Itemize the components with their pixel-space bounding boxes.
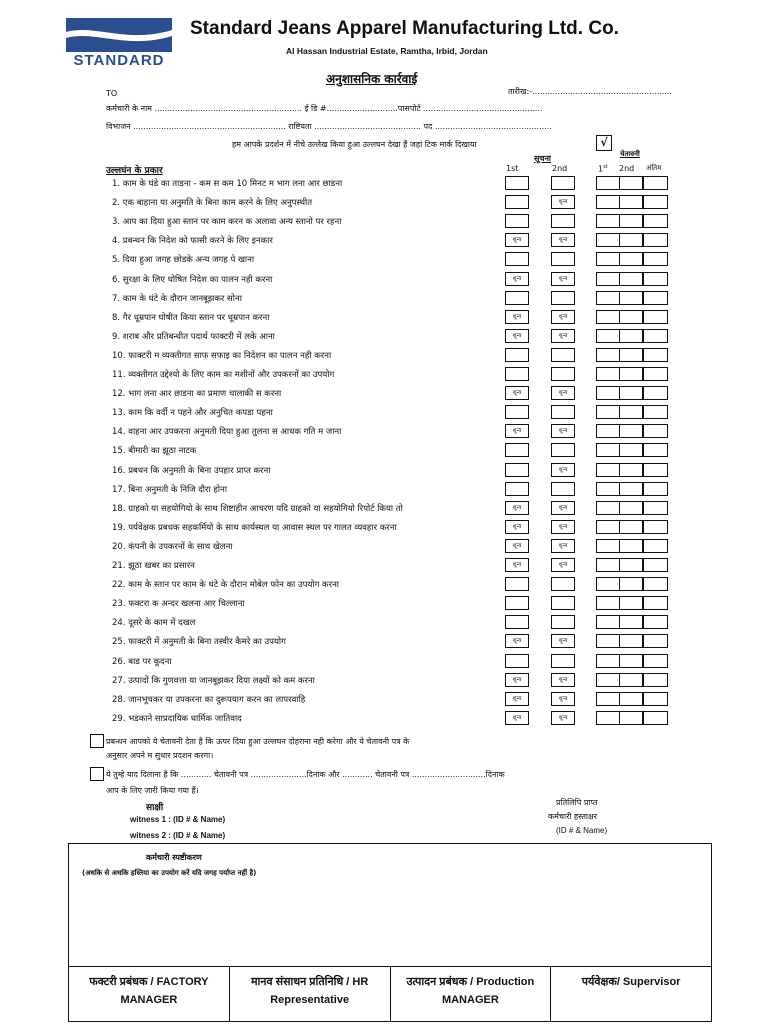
notice-2nd-box[interactable]: शून्य — [551, 424, 575, 438]
warning-final-box[interactable] — [643, 386, 668, 400]
notice-2nd-box[interactable]: शून्य — [551, 634, 575, 648]
warning-1st-box[interactable] — [596, 634, 620, 648]
warning-final-box[interactable] — [643, 214, 668, 228]
violation-item: 22. काम के स्तान पर काम के धंटे के दौरान मोबेल फोन का उपयोग करना — [112, 580, 339, 590]
statement-2-line-1: ये तुम्हे याद दिलाना है कि ............ चेतावनी पत्र ......................दिनाक और ............ चेतावनी पत्र .............................दिनाक — [106, 770, 505, 779]
warning-final-box[interactable] — [643, 520, 668, 534]
warning-2nd-box[interactable] — [619, 252, 643, 266]
violation-item: 24. दूसरे के काम में दखल — [112, 618, 196, 628]
notice-1st-box[interactable]: शून्य — [505, 329, 529, 343]
warning-final-box[interactable] — [643, 252, 668, 266]
warning-final-box[interactable] — [643, 272, 668, 286]
warning-1st-box[interactable] — [596, 501, 620, 515]
notice-1st-box[interactable]: शून्य — [505, 424, 529, 438]
signature-footer — [68, 966, 712, 1022]
violation-item: 8. गैर धूम्रपान घोषीत किया स्तान पर धूम्रपान करना — [112, 313, 270, 323]
violation-item: 26. बाड पर कूदना — [112, 657, 172, 667]
violation-type-header: उल्लघंन के प्रकार — [106, 166, 163, 176]
notice-first-header: 1st — [506, 164, 519, 173]
warning-2nd-box[interactable] — [619, 405, 643, 419]
warning-2nd-box[interactable] — [619, 310, 643, 324]
warning-final-box[interactable] — [643, 195, 668, 209]
witness-2-field[interactable]: witness 2 : (ID # & Name) — [130, 831, 226, 840]
intro-text: हम आपके प्रदर्शन में नीचे उल्लेख किया हुआ उल्लघन देखा हैं जहां टिक मार्क दिखाया — [232, 140, 477, 149]
violation-item: 6. सुरक्षा के लिए धोषित निदेश का पालन नही करना — [112, 275, 273, 285]
notice-1st-box[interactable]: शून्य — [505, 272, 529, 286]
explanation-title: कर्मचारी स्पष्टीकरण — [146, 853, 202, 862]
warning-final-box[interactable] — [643, 501, 668, 515]
notice-1st-box[interactable] — [505, 214, 529, 228]
violation-item: 15. बीमारी का झूठा नाटक — [112, 446, 197, 456]
notice-2nd-box[interactable]: शून्य — [551, 520, 575, 534]
notice-2nd-box[interactable] — [551, 252, 575, 266]
notice-1st-box[interactable]: शून्य — [505, 233, 529, 247]
notice-1st-box[interactable]: शून्य — [505, 539, 529, 553]
notice-2nd-box[interactable] — [551, 214, 575, 228]
warning-final-box[interactable] — [643, 692, 668, 706]
notice-1st-box[interactable]: शून्य — [505, 386, 529, 400]
notice-1st-box[interactable]: शून्य — [505, 501, 529, 515]
notice-1st-box[interactable]: शून्य — [505, 692, 529, 706]
warning-1st-box[interactable] — [596, 176, 620, 190]
warning-final-box[interactable] — [643, 577, 668, 591]
notice-1st-box[interactable] — [505, 348, 529, 362]
notice-2nd-box[interactable] — [551, 443, 575, 457]
warning-2nd-box[interactable] — [619, 558, 643, 572]
warning-1st-box[interactable] — [596, 482, 620, 496]
violation-item: 16. प्रबधन कि अनुमती के बिना उपहार प्राप्त करना — [112, 466, 271, 476]
violation-item: 1. काम के घंडे का ताडना - कम स कम 10 मिनट म भाग लना आर छाडना — [112, 179, 343, 189]
witness-1-field[interactable]: witness 1 : (ID # & Name) — [130, 815, 226, 824]
warning-1st-box[interactable] — [596, 596, 620, 610]
warning-final-box[interactable] — [643, 424, 668, 438]
warning-1st-box[interactable] — [596, 463, 620, 477]
violation-item: 23. फक्टरा क अन्दर खलना आर चिल्लाना — [112, 599, 245, 609]
notice-1st-box[interactable] — [505, 367, 529, 381]
statement-1-line-1: प्रबन्धन आपको ये चेतावनी देता है कि ऊपर दिया हुआ उल्लघन दोहराना नही करेगा और ये चेतावनी पत्र के — [106, 737, 410, 746]
warning-1st-box[interactable] — [596, 520, 620, 534]
notice-1st-box[interactable] — [505, 195, 529, 209]
warning-2nd-box[interactable] — [619, 634, 643, 648]
warning-2nd-box[interactable] — [619, 596, 643, 610]
warning-1st-box[interactable] — [596, 272, 620, 286]
warning-final-box[interactable] — [643, 634, 668, 648]
notice-1st-box[interactable] — [505, 596, 529, 610]
warning-2nd-box[interactable] — [619, 176, 643, 190]
warning-2nd-box[interactable] — [619, 577, 643, 591]
warning-final-box[interactable] — [643, 310, 668, 324]
warning-2nd-box[interactable] — [619, 501, 643, 515]
notice-2nd-box[interactable]: शून्य — [551, 272, 575, 286]
warning-2nd-box[interactable] — [619, 214, 643, 228]
warning-1st-box[interactable] — [596, 443, 620, 457]
warning-1st-box[interactable] — [596, 214, 620, 228]
notice-2nd-box[interactable]: शून्य — [551, 539, 575, 553]
notice-2nd-box[interactable] — [551, 348, 575, 362]
violation-item: 9. शराब और प्रतिबन्धीत पदार्थ फाक्टरी में लके आना — [112, 332, 275, 342]
notice-2nd-box[interactable] — [551, 615, 575, 629]
warning-second-header: 2nd — [619, 164, 635, 173]
warning-2nd-box[interactable] — [619, 329, 643, 343]
violation-item: 25. फाक्टरी में अनुमती के बिना तस्वीर कैमरे का उपयोग — [112, 637, 286, 647]
warning-1st-box[interactable] — [596, 386, 620, 400]
notice-1st-box[interactable] — [505, 443, 529, 457]
notice-2nd-box[interactable]: शून्य — [551, 386, 575, 400]
violation-item: 13. काम कि वर्दी न पहने और अनुचित कपडा पहना — [112, 408, 273, 418]
notice-1st-box[interactable] — [505, 252, 529, 266]
warning-final-box[interactable] — [643, 539, 668, 553]
company-name: Standard Jeans Apparel Manufacturing Ltd. Co. — [190, 18, 619, 39]
warning-final-box[interactable] — [643, 482, 668, 496]
warning-1st-box[interactable] — [596, 195, 620, 209]
notice-2nd-box[interactable] — [551, 482, 575, 496]
notice-1st-box[interactable] — [505, 176, 529, 190]
witness-title: साक्षी — [146, 803, 164, 813]
statement-2-line-2: आप के लिए जारी किया गया हैं। — [106, 786, 199, 795]
warning-2nd-box[interactable] — [619, 654, 643, 668]
notice-1st-box[interactable]: शून्य — [505, 634, 529, 648]
notice-1st-box[interactable]: शून्य — [505, 711, 529, 725]
warning-final-box[interactable] — [643, 558, 668, 572]
warning-2nd-box[interactable] — [619, 615, 643, 629]
violation-item: 10. फाक्टरी म व्यक्तीगत साफ सफाइ का निदेशन का पालन नही करना — [112, 351, 332, 361]
violation-item: 19. पर्यवेक्षक प्रबधक सहकर्मियो के साथ कार्यस्थल या आवास स्थल पर गालत व्यवहार करना — [112, 523, 397, 533]
factory-manager-signature[interactable]: फक्टरी प्रबंधक / FACTORY MANAGER — [69, 967, 230, 1021]
tick-mark-box[interactable]: √ — [596, 135, 612, 151]
warning-final-header: अंतिम — [646, 164, 662, 172]
notice-2nd-box[interactable]: शून्य — [551, 463, 575, 477]
notice-2nd-box[interactable]: शून्य — [551, 692, 575, 706]
warning-final-box[interactable] — [643, 711, 668, 725]
warning-1st-box[interactable] — [596, 539, 620, 553]
warning-1st-box[interactable] — [596, 405, 620, 419]
warning-final-box[interactable] — [643, 596, 668, 610]
violation-item: 5. दिया हुआ जगह छोडके अन्य जगह पे खाना — [112, 255, 255, 265]
warning-2nd-box[interactable] — [619, 386, 643, 400]
warning-final-box[interactable] — [643, 654, 668, 668]
warning-1st-box[interactable] — [596, 367, 620, 381]
statement-1-checkbox[interactable] — [90, 734, 104, 748]
hr-representative-signature[interactable]: मानव संसाधन प्रतिनिधि / HR Representative — [230, 967, 391, 1021]
warning-2nd-box[interactable] — [619, 692, 643, 706]
employee-details-line[interactable]: कर्मचारी के नाम .......................................................... ई डि #............................पासपोर्ट ............................................... — [106, 104, 543, 113]
warning-final-box[interactable] — [643, 329, 668, 343]
warning-1st-box[interactable] — [596, 348, 620, 362]
to-label: TO — [106, 89, 118, 98]
notice-2nd-box[interactable] — [551, 577, 575, 591]
warning-1st-box[interactable] — [596, 291, 620, 305]
notice-second-header: 2nd — [552, 164, 568, 173]
receipt-line-3: (ID # & Name) — [556, 826, 608, 835]
warning-final-box[interactable] — [643, 176, 668, 190]
violation-item: 2. एक बाहाना या अनुमति के बिना काम करने के लिए अनुपस्थीत — [112, 198, 313, 208]
warning-header: चेतावनी — [620, 150, 640, 158]
explanation-note: (अधकि से अधकि हस्तिया का उपयोग करें यदि जगह पर्याप्त नहीं है) — [82, 869, 257, 877]
notice-2nd-box[interactable]: शून्य — [551, 501, 575, 515]
notice-2nd-box[interactable] — [551, 291, 575, 305]
notice-header: सूचना — [534, 154, 551, 163]
warning-2nd-box[interactable] — [619, 291, 643, 305]
notice-1st-box[interactable] — [505, 482, 529, 496]
warning-1st-box[interactable] — [596, 577, 620, 591]
violation-item: 27. उत्पादों कि गुणवत्ता या जानबूझकर दिया लक्ष्यों को कम करना — [112, 676, 315, 686]
warning-final-box[interactable] — [643, 673, 668, 687]
warning-2nd-box[interactable] — [619, 367, 643, 381]
warning-2nd-box[interactable] — [619, 539, 643, 553]
notice-1st-box[interactable]: शून्य — [505, 310, 529, 324]
warning-2nd-box[interactable] — [619, 673, 643, 687]
warning-2nd-box[interactable] — [619, 482, 643, 496]
warning-final-box[interactable] — [643, 348, 668, 362]
violation-item: 29. भडकाने साप्रदायिक धार्मिक जातिवाद — [112, 714, 242, 724]
warning-1st-box[interactable] — [596, 424, 620, 438]
violation-item: 14. वाहना आर उपकरना अनुमती दिया हुआ तुलना स आधक गति म जाना — [112, 427, 342, 437]
warning-final-box[interactable] — [643, 233, 668, 247]
department-details-line[interactable]: विभाजन ............................................................ राष्टियता .......................................... पद .............................................. — [106, 122, 552, 131]
warning-final-box[interactable] — [643, 615, 668, 629]
notice-2nd-box[interactable] — [551, 405, 575, 419]
notice-2nd-box[interactable] — [551, 596, 575, 610]
warning-2nd-box[interactable] — [619, 424, 643, 438]
warning-2nd-box[interactable] — [619, 711, 643, 725]
warning-1st-box[interactable] — [596, 673, 620, 687]
notice-2nd-box[interactable] — [551, 367, 575, 381]
notice-2nd-box[interactable]: शून्य — [551, 711, 575, 725]
warning-final-box[interactable] — [643, 463, 668, 477]
warning-1st-box[interactable] — [596, 252, 620, 266]
notice-2nd-box[interactable]: शून्य — [551, 558, 575, 572]
company-address: Al Hassan Industrial Estate, Ramtha, Irbid, Jordan — [286, 46, 488, 56]
notice-2nd-box[interactable] — [551, 654, 575, 668]
warning-2nd-box[interactable] — [619, 233, 643, 247]
warning-2nd-box[interactable] — [619, 520, 643, 534]
notice-1st-box[interactable] — [505, 577, 529, 591]
warning-final-box[interactable] — [643, 443, 668, 457]
warning-1st-box[interactable] — [596, 233, 620, 247]
statement-2-checkbox[interactable] — [90, 767, 104, 781]
notice-2nd-box[interactable]: शून्य — [551, 195, 575, 209]
notice-2nd-box[interactable]: शून्य — [551, 673, 575, 687]
logo-wordmark: STANDARD — [73, 52, 165, 69]
warning-1st-box[interactable] — [596, 310, 620, 324]
warning-2nd-box[interactable] — [619, 195, 643, 209]
violation-item: 3. आप का दिया हुआ स्तान पर काम करन क अलावा अन्य स्तानो पर रहना — [112, 217, 342, 227]
violation-item: 28. जानभूचकर या उपकरना का दुरूपयाग करन का लापरवाहि — [112, 695, 306, 705]
warning-2nd-box[interactable] — [619, 463, 643, 477]
notice-2nd-box[interactable]: शून्य — [551, 233, 575, 247]
warning-1st-box[interactable] — [596, 558, 620, 572]
warning-1st-box[interactable] — [596, 654, 620, 668]
notice-2nd-box[interactable]: शून्य — [551, 329, 575, 343]
violation-item: 17. बिना अनुमती के निजि दौरा होना — [112, 485, 228, 495]
violation-item: 20. कंपनी के उपकरनों के साथ खेलना — [112, 542, 233, 552]
notice-1st-box[interactable] — [505, 291, 529, 305]
warning-1st-box[interactable] — [596, 692, 620, 706]
notice-1st-box[interactable] — [505, 654, 529, 668]
receipt-signature-field[interactable]: कर्मचारी हस्ताक्षर — [548, 812, 597, 821]
warning-1st-box[interactable] — [596, 711, 620, 725]
notice-1st-box[interactable] — [505, 463, 529, 477]
violation-item: 18. ग्राहको या सहयोगियो के साथ शिष्टाहीन आचरण यदि ग्राहको या सहयोगियो रिपोर्ट किया तो — [112, 504, 403, 514]
receipt-line-1: प्रतिलिपि प्राप्त — [556, 798, 598, 807]
form-title: अनुशासनिक कार्रवाई — [326, 72, 418, 86]
notice-1st-box[interactable]: शून्य — [505, 673, 529, 687]
date-field[interactable]: तारीख:-....................................................... — [508, 87, 672, 96]
warning-first-header: 1st — [598, 164, 608, 174]
notice-2nd-box[interactable]: शून्य — [551, 310, 575, 324]
warning-2nd-box[interactable] — [619, 443, 643, 457]
violation-item: 11. व्यक्तीगत उद्देश्यो के लिए काम का मशीनों और उपकरनों का उपयोग — [112, 370, 335, 380]
notice-1st-box[interactable]: शून्य — [505, 558, 529, 572]
notice-1st-box[interactable] — [505, 405, 529, 419]
supervisor-signature[interactable]: पर्यवेक्षक/ Supervisor — [581, 976, 681, 988]
warning-1st-box[interactable] — [596, 329, 620, 343]
violation-item: 7. काम के धंटे के दौरान जानबूझकर सोना — [112, 294, 242, 304]
warning-final-box[interactable] — [643, 367, 668, 381]
notice-2nd-box[interactable] — [551, 176, 575, 190]
violation-item: 21. झूठा खबर का प्रसारन — [112, 561, 195, 571]
violation-item: 12. भाग लना आर छाडना का प्रमाण चालाकी स करना — [112, 389, 282, 399]
warning-1st-box[interactable] — [596, 615, 620, 629]
warning-2nd-box[interactable] — [619, 272, 643, 286]
production-manager-signature[interactable]: उत्पादन प्रबंधक / Production MANAGER — [391, 967, 552, 1021]
statement-1-line-2: अनुसार अपने म सुधार प्रदशन करगा। — [106, 751, 214, 760]
warning-final-box[interactable] — [643, 405, 668, 419]
warning-final-box[interactable] — [643, 291, 668, 305]
notice-1st-box[interactable] — [505, 615, 529, 629]
notice-1st-box[interactable]: शून्य — [505, 520, 529, 534]
warning-2nd-box[interactable] — [619, 348, 643, 362]
violation-item: 4. प्रबन्धन कि निदेश को फासी करने के लिए इनकार — [112, 236, 273, 246]
